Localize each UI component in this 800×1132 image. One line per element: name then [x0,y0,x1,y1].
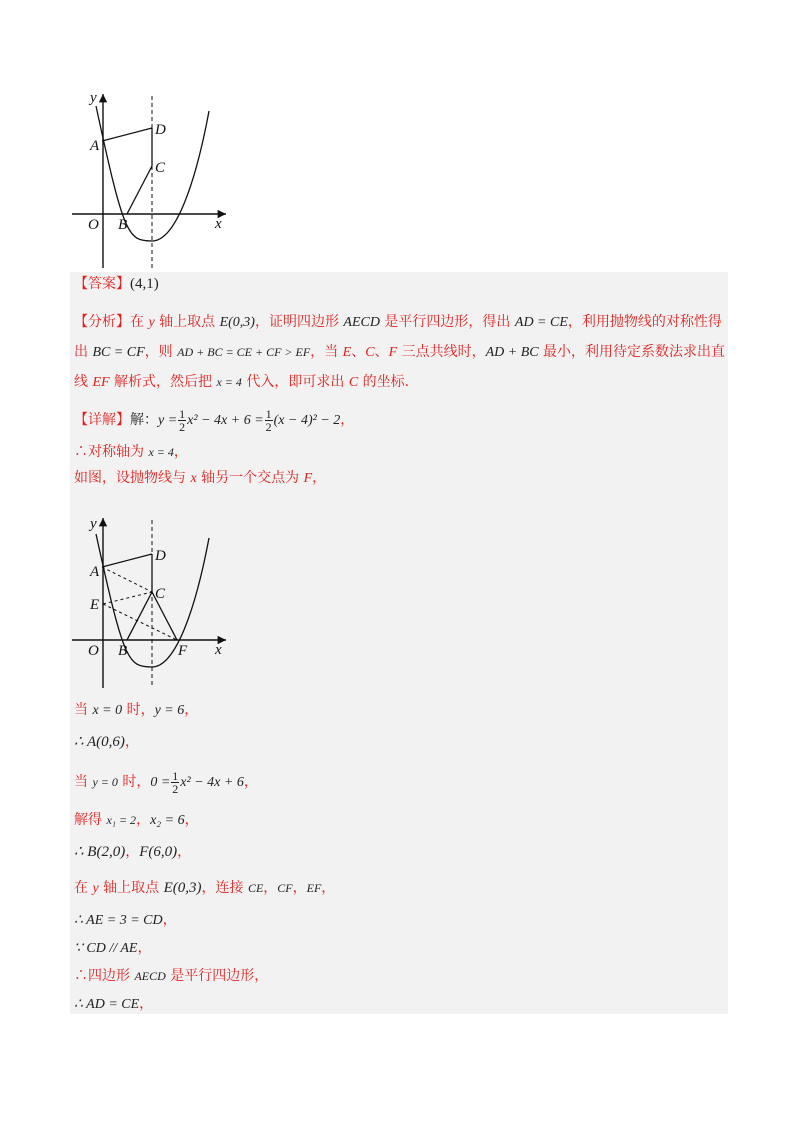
math: F(6,0) [139,844,178,860]
step-4 [74,810,199,831]
text: ，连接 [201,880,248,896]
text: 、 [374,344,389,360]
text: ， [173,444,188,460]
text: 时， [117,774,151,790]
math: (x − 4)² − 2 [273,413,341,428]
math: x = 4 [148,445,174,459]
label-C: C [155,160,166,176]
text: ， [137,940,152,956]
denominator: 2 [179,419,186,434]
label-F: F [178,643,188,659]
math: y = 0 [92,775,118,789]
text: ， [162,912,177,928]
math: F [303,471,313,486]
text: ，则 [144,344,178,360]
label-x: x [215,642,222,658]
math: y [92,881,99,896]
math: AECD [343,315,380,330]
fraction [265,408,273,433]
numerator: 1 [179,406,186,421]
segment-AD [102,128,152,141]
figure-1 [66,86,236,271]
segment-AD [102,554,152,567]
text: ，利用抛物线的对称性得 [567,314,722,330]
text: ， [292,880,307,896]
label-B: B [118,217,128,233]
figure-2-graph [66,512,236,692]
step-1 [74,700,198,721]
label-E: E [90,597,100,613]
math: EF [92,375,110,390]
text: ∴四边形 [74,968,135,984]
text: ， [184,812,199,828]
text: 是平行四边形， [165,968,269,984]
text: ， [136,812,151,828]
math: x² − 4x + 6 = [187,413,264,428]
text: 线 [74,374,93,390]
math: x = 0 [92,703,123,718]
analysis-line-3 [74,372,419,393]
label-A: A [90,138,100,154]
text: ， [263,880,278,896]
math: CE [247,881,264,895]
text: ， [125,844,140,860]
math: 0 = [150,775,171,790]
text: 三点共线时， [397,344,486,360]
math: x₂ = 6 [150,813,185,828]
denominator: 2 [265,419,272,434]
analysis-line-2 [74,342,725,363]
math: y [148,315,155,330]
math: E [342,345,352,360]
text: 在 [130,314,149,330]
text: ， [177,844,192,860]
figure-1-graph [66,86,236,271]
text: ，当 [310,344,343,360]
math: y = [158,413,178,428]
step-9 [74,966,268,986]
label-O: O [88,217,99,233]
fraction [178,408,186,433]
text: 如图，设抛物线与 [74,470,191,486]
text: 出 [74,344,93,360]
text: 解得 [74,812,107,828]
text: 是平行四边形，得出 [379,314,515,330]
text: 在 [74,880,93,896]
math: AECD [134,969,166,983]
label-C: C [155,586,166,602]
detail-tag: 【详解】 [74,412,130,428]
dashed-AC [102,567,152,592]
text: 轴另一个交点为 [196,470,304,486]
math: y = 6 [154,703,185,718]
math: E(0,3) [219,315,255,330]
math: ∴ A(0,6) [74,734,125,750]
math: C [348,375,359,390]
figure-2 [66,512,236,692]
math: BC = CF [92,345,145,360]
math: F [388,345,398,360]
math: C [365,345,375,360]
text: 时， [122,702,155,718]
label-D: D [155,548,166,564]
detail-equation [74,404,354,436]
text: 最小，利用待定系数法求出直 [538,344,726,360]
answer-line [74,274,159,294]
text: 轴上取点 [154,314,220,330]
label-O: O [88,643,99,659]
text: ， [340,412,355,428]
text: ， [243,774,258,790]
label-y: y [90,90,97,106]
dashed-EF [103,604,177,640]
step-6 [74,878,335,899]
axis-line [74,442,188,462]
text: 当 [74,702,93,718]
math: x [190,471,197,486]
text: ， [124,734,139,750]
math: x₁ = 2 [106,813,137,827]
math: AD = CE [514,315,568,330]
label-D: D [155,122,166,138]
text: ，证明四边形 [254,314,344,330]
denominator: 2 [172,781,179,796]
math: AD + BC = CE + CF > EF [177,345,311,359]
analysis-tag: 【分析】 [74,314,130,330]
math: ∴ AE = 3 = CD [74,913,163,928]
text: ， [321,880,336,896]
math: ∴ AD = CE [74,997,140,1012]
text: ∴对称轴为 [74,444,149,460]
step-2 [74,732,139,752]
step-10 [74,994,153,1015]
text: ， [312,470,327,486]
step-5 [74,842,191,862]
numerator: 1 [172,768,179,783]
label-y: y [90,516,97,532]
text: 代入，即可求出 [241,374,349,390]
step-7 [74,910,177,931]
text: 的坐标． [358,374,419,390]
text: 、 [351,344,366,360]
text: 轴上取点 [98,880,164,896]
text: ， [184,702,199,718]
text: 解： [130,412,158,428]
set-f-line [74,468,326,489]
math: x² − 4x + 6 [180,775,244,790]
answer-value: (4,1) [130,276,159,292]
segment-BC [127,166,152,214]
step-3 [74,766,258,798]
label-x: x [215,216,222,232]
text: 解析式，然后把 [109,374,217,390]
math: CF [277,881,293,895]
label-A: A [90,564,100,580]
math: ∵ CD // AE [74,941,138,956]
text: ， [139,996,154,1012]
math: ∴ B(2,0) [74,844,126,860]
math: EF [306,881,322,895]
math: AD + BC [485,345,539,360]
text: 当 [74,774,93,790]
label-B: B [118,643,128,659]
step-8 [74,938,152,959]
analysis-line-1 [74,312,722,333]
math: x = 4 [216,375,242,389]
fraction [171,770,179,795]
math: E(0,3) [163,880,202,896]
answer-tag: 【答案】 [74,276,130,292]
numerator: 1 [265,406,272,421]
